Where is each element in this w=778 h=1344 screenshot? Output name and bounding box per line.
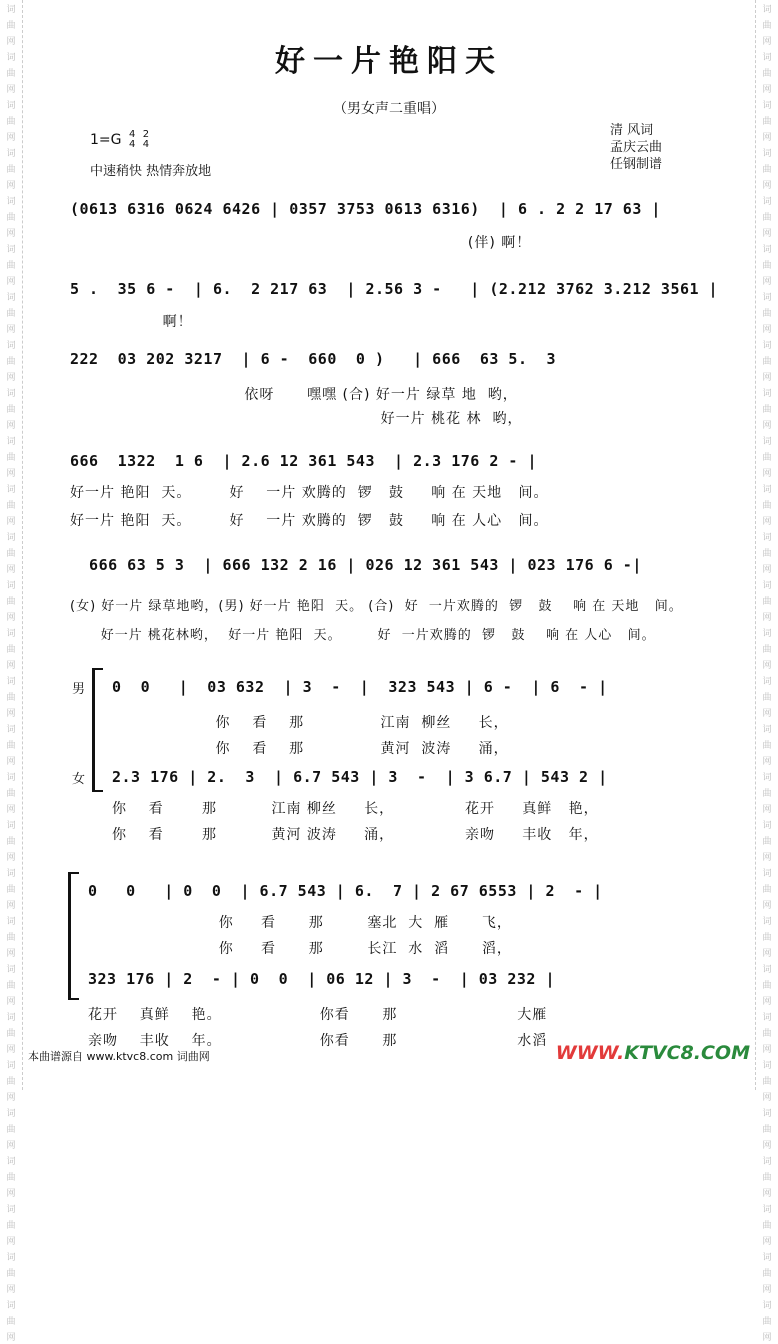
song-title: 好一片艳阳天 <box>275 44 503 79</box>
male-lyric-row: 你 看 那 塞北 大 雁 飞， <box>88 915 512 931</box>
composer-credit: 孟庆云曲 <box>610 140 663 155</box>
notation-row: 666 1322 1 6 | 2.6 12 361 543 | 2.3 176 2 - | <box>70 452 538 470</box>
lyric-row: 好一片 桃花 林 哟， <box>70 411 523 427</box>
female-notation-row: 2.3 176 | 2. 3 | 6.7 543 | 3 - | 3 6.7 | 543 2 | <box>112 768 608 786</box>
key-label: 1=G <box>90 132 122 148</box>
time-signature-2: 2 4 <box>142 129 150 150</box>
male-notation-row: 0 0 | 03 632 | 3 - | 323 543 | 6 - | 6 - | <box>112 678 608 696</box>
time-signature-1: 4 4 <box>128 129 136 150</box>
female-lyric-row: 你 看 那 江南 柳丝 长， 花开 真鲜 艳， <box>112 801 599 817</box>
lyric-row: 好一片 艳阳 天。 好 一片 欢腾的 锣 鼓 响 在 人心 间。 <box>70 513 549 529</box>
male-lyric-row: 你 看 那 长江 水 滔 滔， <box>88 941 512 957</box>
engraver-credit: 任钢制谱 <box>610 157 663 172</box>
female-lyric-row: 花开 真鲜 艳。 你看 那 大雁 <box>88 1007 548 1023</box>
male-lyric-row: 你 看 那 江南 柳丝 长， <box>112 715 509 731</box>
lyricist-credit: 清 风词 <box>610 123 654 138</box>
female-notation-row: 323 176 | 2 - | 0 0 | 06 12 | 3 - | 03 232 | <box>88 970 556 988</box>
female-part-label: 女 <box>72 772 86 787</box>
lyric-row: (女) 好一片 绿草地哟，(男) 好一片 艳阳 天。 (合) 好 一片欢腾的 锣 鼓 响 在 天地 间。 <box>70 599 683 614</box>
female-lyric-row: 你 看 那 黄河 波涛 涌， 亲吻 丰收 年， <box>112 827 599 843</box>
notation-row: (0613 6316 0624 6426 | 0357 3753 0613 6316) | 6 . 2 2 17 63 | <box>70 200 661 218</box>
notation-row: 666 63 5 3 | 666 132 2 16 | 026 12 361 543 | 023 176 6 -| <box>70 556 642 574</box>
logo-www: WWW. <box>555 1042 625 1064</box>
lyric-row: 依呀 嘿嘿 (合) 好一片 绿草 地 哟， <box>70 387 518 403</box>
female-lyric-row: 亲吻 丰收 年。 你看 那 水滔 <box>88 1033 548 1049</box>
source-footer: 本曲谱源自 www.ktvc8.com 词曲网 <box>28 1050 210 1063</box>
key-signature <box>90 130 149 150</box>
notation-row: 5 . 35 6 - | 6. 2 217 63 | 2.56 3 - | (2.212 3762 3.212 3561 | <box>70 280 719 298</box>
male-lyric-row: 你 看 那 黄河 波涛 涌， <box>112 741 509 757</box>
lyric-row: 啊！ <box>70 314 193 330</box>
lyric-row: (伴) 啊！ <box>70 235 532 251</box>
system-brace <box>92 668 103 792</box>
right-watermark-border: 词 曲 网 词 曲 网 词 曲 网 词 曲 网 词 曲 网 词 曲 网 词 曲 网 词 曲 网 词 曲 网 词 曲 网 词 曲 网 词 曲 网 词 曲 网 词 曲 网 词 曲 网 词 曲 网 词 曲 网 词 曲 网 词 曲 网 词 曲 网 词 曲 网 词 曲 网 词 曲 网 词 曲 网 词 曲 网 词 曲 网 词 曲 网 词 曲 网 <box>755 0 778 1090</box>
lyric-row: 好一片 桃花林哟， 好一片 艳阳 天。 好 一片欢腾的 锣 鼓 响 在 人心 间。 <box>70 628 656 643</box>
system-brace <box>68 872 79 1000</box>
male-notation-row: 0 0 | 0 0 | 6.7 543 | 6. 7 | 2 67 6553 | 2 - | <box>88 882 603 900</box>
credits <box>610 122 662 173</box>
site-logo[interactable] <box>556 1042 750 1064</box>
logo-brand: KTVC8.COM <box>624 1042 750 1064</box>
left-watermark-border: 词 曲 网 词 曲 网 词 曲 网 词 曲 网 词 曲 网 词 曲 网 词 曲 网 词 曲 网 词 曲 网 词 曲 网 词 曲 网 词 曲 网 词 曲 网 词 曲 网 词 曲 网 词 曲 网 词 曲 网 词 曲 网 词 曲 网 词 曲 网 词 曲 网 词 曲 网 词 曲 网 词 曲 网 词 曲 网 词 曲 网 词 曲 网 词 曲 网 <box>0 0 23 1090</box>
tempo-marking: 中速稍快 热情奔放地 <box>90 164 212 179</box>
lyric-row: 好一片 艳阳 天。 好 一片 欢腾的 锣 鼓 响 在 天地 间。 <box>70 485 549 501</box>
song-subtitle: （男女声二重唱） <box>333 101 445 117</box>
male-part-label: 男 <box>72 682 86 697</box>
notation-row: 222 03 202 3217 | 6 - 660 0 ) | 666 63 5. 3 <box>70 350 557 368</box>
